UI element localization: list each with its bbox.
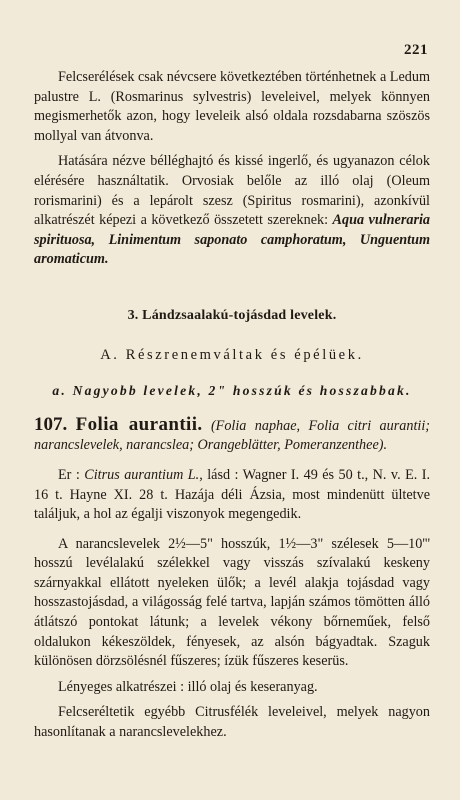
compound-preparations: Aqua vulneraria spirituosa, Linimentum saponato camphoratum, Unguentum aromaticum. xyxy=(34,212,431,268)
origin-lead: Er : xyxy=(58,466,80,483)
subheading-b: a. Nagyobb levelek, 2" hosszúk és hosszabbak. xyxy=(52,383,412,399)
subheading-a: A. Részrenemváltak és épélüek. xyxy=(100,346,364,363)
paragraph-substitutions: Felcserélések csak névcsere következtében történhetnek a Ledum palustre L. (Rosmarinus sylvestris) leveleivel, melyek könnyen megismerhetők azon, hogy leveleik alsó oldala rozsdabarna szöszös mollyal van átvonva. xyxy=(34,69,430,144)
origin-taxon: Citrus aurantium L. xyxy=(84,466,200,483)
page-number: 221 xyxy=(404,42,428,58)
section-heading: 3. Lándzsaalakú-tojásdad levelek. xyxy=(127,307,337,323)
page-body xyxy=(34,68,430,743)
entry-heading xyxy=(34,415,430,456)
entry-synonyms: (Folia naphae, Folia citri aurantii; narancslevelek, narancslea; Orangeblätter, Pomeranzenthee). xyxy=(34,417,431,454)
entry-number: 107. xyxy=(34,413,68,435)
origin-text: , lásd : Wagner I. 49 és 50 t., N. v. E. I. 16 t. Hayne XI. 28 t. Hazája déli Ázsia, most mindenütt ültetve találjuk, a hol az égalji viszonyok megengedik. xyxy=(34,466,431,523)
paragraph-description: A narancslevelek 2½—5" hosszúk, 1½—3" szélesek 5—10''' hosszú levélalakú szélekkel vagy visszás szívalakú keskeny szárnyakkal ellátott nyeleken ülők; a levél alakja tojásdad vagy hosszastojásdad, a világosság felé tartva, lapján számos tömötten álló átlátszó pontokat látunk; a levelek vékony bőrneműek, felső oldalukon kékeszöldek, fényesek, az alsón bágyadtak. Szaguk különösen dörzsölésnél fűszeres; ízük fűszeres keserüs. xyxy=(34,535,430,670)
entry-title: Folia aurantii. xyxy=(75,413,203,435)
paragraph-effects xyxy=(34,152,430,270)
paragraph-constituents: Lényeges alkatrészei : illó olaj és keseranyag. xyxy=(58,678,318,695)
paragraph-confusion: Felcseréltetik egyébb Citrusfélék leveleivel, melyek nagyon hasonlítanak a narancslevelekhez. xyxy=(34,704,430,741)
paragraph-origin xyxy=(34,466,430,525)
paragraph-effects-text: Hatására nézve bélléghajtó és kissé ingerlő, és ugyanazon célok elérésére használtatik. Orvosiak belőle az illó olaj (Oleum rorismarini) és a lepárolt szesz (Spiritus rosmarini), azonkívül alkatrészét képezi a következő összetett szereknek: xyxy=(34,153,430,229)
